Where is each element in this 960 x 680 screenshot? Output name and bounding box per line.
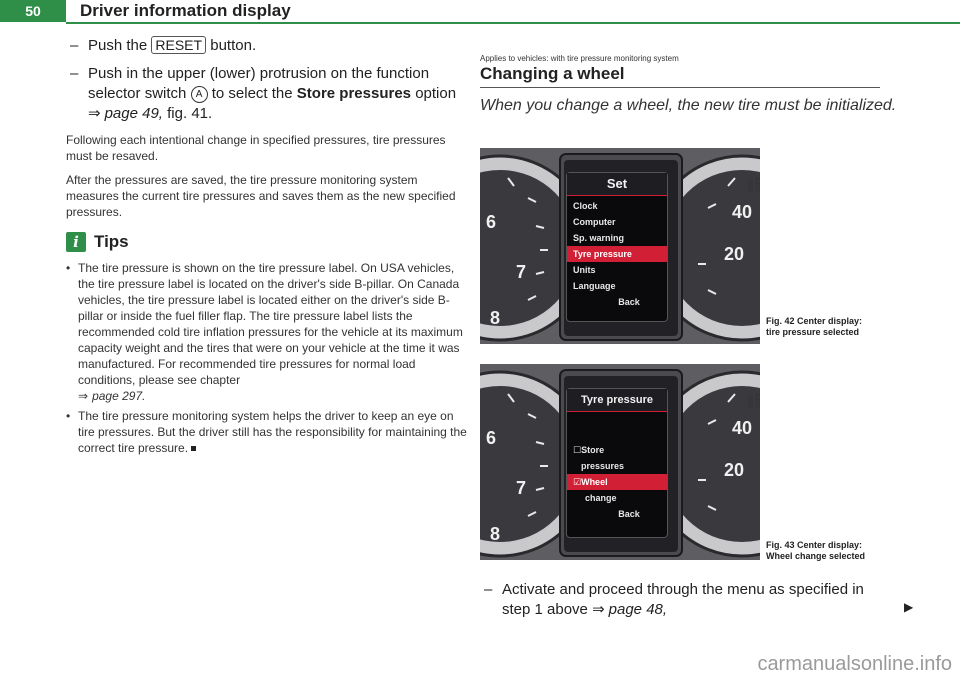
- gauge-number: 8: [490, 524, 501, 544]
- center-display-screen: [566, 388, 668, 538]
- instrument-cluster-figure-2: [480, 364, 760, 560]
- tips-heading: [66, 232, 470, 252]
- left-column: [66, 36, 470, 460]
- center-display-screen: [566, 172, 668, 322]
- gauge-number: 6: [486, 212, 497, 232]
- menu-list: [567, 196, 667, 310]
- figure-code: B8E-0568: [748, 176, 762, 192]
- figure-reference: fig. 41.: [167, 105, 213, 122]
- menu-list: [567, 412, 667, 522]
- menu-item[interactable]: Sp. warning: [573, 233, 625, 243]
- step-select-store-pressures: – Push in the upper (lower) protrusion on the function selector switch A to select the Store pressures option ⇒ page 49, fig. 41.: [70, 65, 457, 122]
- gauge-number: 6: [486, 428, 497, 448]
- info-icon: i: [66, 232, 86, 252]
- page-reference-link[interactable]: page 48,: [608, 601, 668, 618]
- tip-bullet-label: • The tire pressure is shown on the tire pressure label. On USA vehicles, the tire pressure label is located on the driver's side B-pillar. On Canada vehicles, the tire pressure label is located either on the driver's side B-pillar or inside the fuel filler flap. The tire pressure label lists the recommended cold tire inflation pressures for the vehicle at its maximum capacity weight and the tires that were on your vehicle at the time it was manufactured. For recommended tire pressures for normal load conditions, please see chapter ⇒ page 297.: [66, 261, 463, 403]
- page-number: 50: [0, 0, 66, 22]
- paragraph-saved: After the pressures are saved, the tire pressure monitoring system measures the current tire pressures and saves them as the new specified pressures.: [66, 173, 456, 219]
- section-title: Changing a wheel: [480, 64, 880, 88]
- menu-item-store[interactable]: ☐Store: [573, 445, 605, 455]
- menu-item[interactable]: Units: [573, 265, 596, 275]
- end-mark: [191, 446, 196, 451]
- tip-bullet-responsibility: • The tire pressure monitoring system helps the driver to keep an eye on tire pressures. But the driver still has the responsibility for maintaining the correct tire pressure.: [66, 409, 467, 455]
- screen-title: Tyre pressure: [567, 389, 667, 412]
- step-push-reset: – Push the RESET button.: [70, 37, 257, 54]
- gauge-number: 20: [724, 244, 745, 264]
- menu-item-wheel-cont: change: [585, 493, 617, 503]
- gauge-number: 40: [732, 202, 753, 222]
- menu-item-selected[interactable]: Tyre pressure: [567, 246, 667, 262]
- menu-item[interactable]: Language: [573, 281, 616, 291]
- screen-title: Set: [567, 173, 667, 196]
- figure-1-caption: Fig. 42 Center display: tire pressure selected: [766, 316, 863, 337]
- step-activate-menu: – Activate and proceed through the menu as specified in step 1 above ⇒ page 48,: [484, 581, 864, 618]
- store-pressures-option: Store pressures: [296, 85, 412, 102]
- reference-arrow-icon: ⇒: [78, 389, 89, 403]
- menu-item[interactable]: Clock: [573, 201, 598, 211]
- section-intro: When you change a wheel, the new tire must be initialized.: [480, 97, 897, 114]
- continue-arrow-icon: ▶: [904, 600, 914, 614]
- menu-item-back[interactable]: Back: [618, 509, 640, 519]
- gauge-number: 7: [516, 262, 527, 282]
- selector-switch-symbol: A: [191, 86, 208, 103]
- page-reference-link[interactable]: page 297.: [92, 389, 146, 403]
- reset-key-label: RESET: [151, 36, 206, 54]
- reference-arrow-icon: ⇒: [88, 105, 101, 122]
- menu-item-selected[interactable]: ☑Wheel: [567, 474, 667, 490]
- header-rule: [66, 22, 960, 24]
- menu-item[interactable]: Computer: [573, 217, 616, 227]
- gauge-number: 20: [724, 460, 745, 480]
- watermark: carmanualsonline.info: [757, 653, 952, 675]
- chapter-title: Driver information display: [80, 1, 291, 20]
- figure-2-caption: Fig. 43 Center display: Wheel change selected: [766, 540, 866, 561]
- gauge-number: 40: [732, 418, 753, 438]
- reference-arrow-icon: ⇒: [592, 601, 605, 618]
- gauge-number: 8: [490, 308, 501, 328]
- menu-item-back[interactable]: Back: [618, 297, 640, 307]
- page-reference-link[interactable]: page 49,: [104, 105, 163, 122]
- tips-label: Tips: [94, 232, 129, 251]
- paragraph-resave: Following each intentional change in specified pressures, tire pressures must be resaved.: [66, 133, 446, 163]
- instrument-cluster-figure-1: [480, 148, 760, 344]
- gauge-number: 7: [516, 478, 527, 498]
- applies-to-note: Applies to vehicles: with tire pressure monitoring system: [480, 54, 679, 63]
- figure-code: B8E-0566: [748, 392, 762, 408]
- menu-item-store-cont: pressures: [581, 461, 625, 471]
